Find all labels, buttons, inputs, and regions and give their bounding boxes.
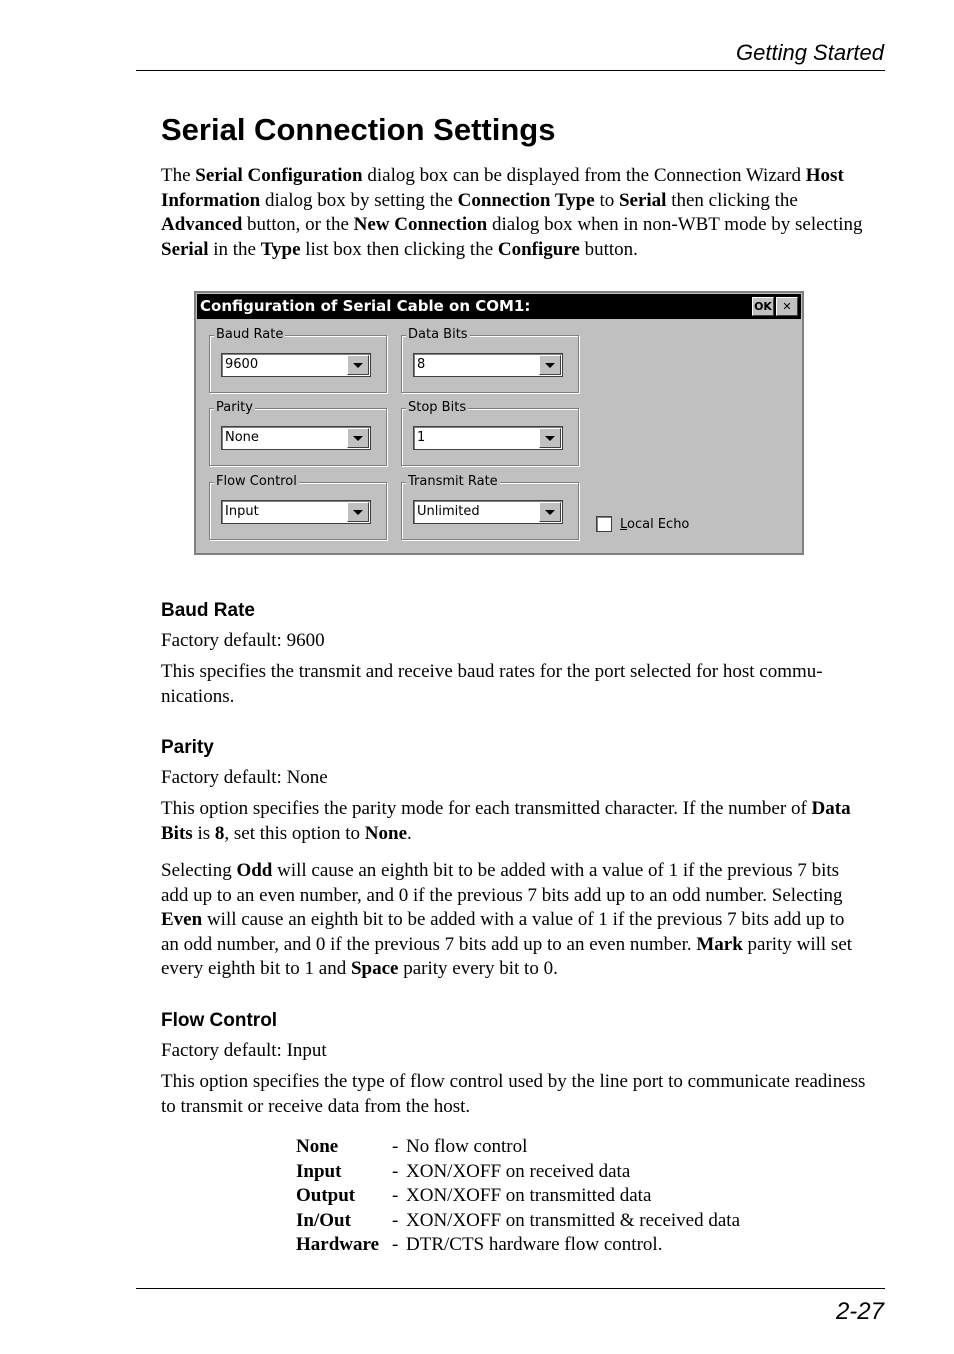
flow-control-heading: Flow Control — [161, 1010, 278, 1031]
page-number: 2-27 — [835, 1298, 884, 1325]
flow-control-group — [209, 474, 387, 540]
data-bits-group — [401, 327, 579, 393]
chevron-down-icon[interactable] — [539, 355, 561, 375]
list-item: Input - XON/XOFF on received data — [296, 1160, 631, 1182]
stop-bits-group — [401, 400, 579, 466]
list-item: In/Out - XON/XOFF on transmitted & received data — [296, 1209, 741, 1231]
parity-select[interactable]: None — [221, 426, 371, 450]
flow-control-default: Factory default: Input — [161, 1040, 327, 1061]
local-echo-label[interactable]: Local Echo — [620, 517, 690, 532]
stop-bits-label: Stop Bits — [408, 400, 467, 415]
footer-rule — [136, 1288, 885, 1289]
stop-bits-select[interactable]: 1 — [413, 426, 563, 450]
data-bits-select[interactable]: 8 — [413, 353, 563, 377]
chevron-down-icon[interactable] — [347, 502, 369, 522]
parity-heading: Parity — [161, 737, 214, 758]
flow-options-list — [296, 1135, 740, 1258]
intro-paragraph: The Serial Configuration dialog box can be displayed from the Connection Wizard Host Information dialog box by setting the Connection Type to Serial then clicking the Advanced button, or the New Connection dialog box when in non-WBT mode by selecting Serial in the Type list box then clicking the Configure button. — [161, 165, 863, 260]
close-icon[interactable]: ✕ — [776, 297, 798, 316]
baud-rate-label: Baud Rate — [216, 327, 284, 342]
header-rule — [136, 70, 885, 71]
parity-description: This option specifies the parity mode for each transmitted character. If the number of Data Bits is 8, set this option to None. — [161, 798, 851, 844]
baud-rate-heading: Baud Rate — [161, 600, 255, 621]
list-item: None - No flow control — [296, 1136, 528, 1157]
list-item: Output - XON/XOFF on transmitted data — [296, 1185, 652, 1206]
transmit-rate-select[interactable]: Unlimited — [413, 500, 563, 524]
baud-rate-select[interactable]: 9600 — [221, 353, 371, 377]
list-item: Hardware - DTR/CTS hardware flow control. — [296, 1234, 663, 1255]
chevron-down-icon[interactable] — [539, 428, 561, 448]
flow-control-select[interactable]: Input — [221, 500, 371, 524]
parity-label: Parity — [216, 400, 253, 415]
running-header: Getting Started — [736, 40, 884, 65]
flow-control-description: This option specifies the type of flow control used by the line port to communicate readiness to transmit or receive data from the host. — [161, 1071, 866, 1117]
data-bits-label: Data Bits — [408, 327, 468, 342]
serial-config-dialog — [194, 291, 804, 555]
dialog-title: Configuration of Serial Cable on COM1: — [200, 297, 531, 315]
transmit-rate-group — [401, 474, 579, 540]
ok-button[interactable]: OK — [752, 297, 774, 316]
page-title: Serial Connection Settings — [161, 112, 556, 147]
dialog-title-bar — [197, 294, 801, 319]
local-echo-checkbox[interactable] — [596, 516, 612, 532]
baud-rate-default: Factory default: 9600 — [161, 630, 325, 651]
chevron-down-icon[interactable] — [539, 502, 561, 522]
baud-rate-description: This specifies the transmit and receive baud rates for the port selected for host commu-nications. — [161, 661, 823, 707]
transmit-rate-label: Transmit Rate — [408, 474, 498, 489]
chevron-down-icon[interactable] — [347, 428, 369, 448]
parity-default: Factory default: None — [161, 767, 328, 788]
parity-details: Selecting Odd will cause an eighth bit to be added with a value of 1 if the previous 7 bits add up to an even number, and 0 if the previous 7 bits add up to an odd number. Selecting Even will cause an eighth bit to be added with a value of 1 if the previous 7 bits add up to an odd number, and 0 if the previous 7 bits add up to an even number. Mark parity will set every eighth bit to 1 and Space parity every bit to 0. — [161, 860, 853, 979]
flow-control-label: Flow Control — [216, 474, 297, 489]
chevron-down-icon[interactable] — [347, 355, 369, 375]
baud-rate-group — [209, 327, 387, 393]
parity-group — [209, 400, 387, 466]
